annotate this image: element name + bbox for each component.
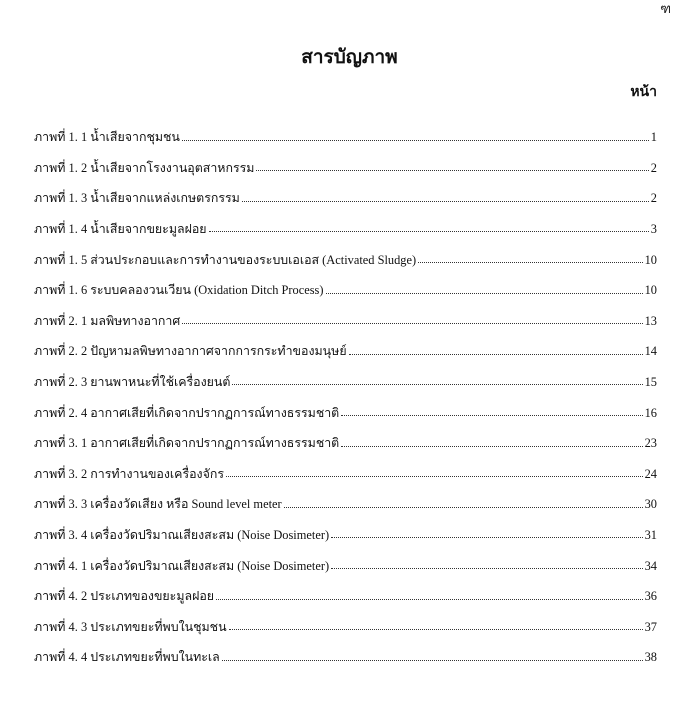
toc-entry-label: ภาพที่ 1. 2 น้ำเสียจากโรงงานอุตสาหกรรม (34, 160, 255, 175)
toc-entry[interactable] (34, 144, 657, 175)
toc-entry-page: 34 (644, 558, 657, 573)
toc-entry-page: 10 (644, 252, 657, 267)
dot-leader (182, 140, 649, 141)
toc-entry-page: 2 (650, 160, 657, 175)
page-column-header: หน้า (630, 85, 657, 100)
toc-entry-page: 38 (644, 650, 657, 665)
dot-leader (182, 323, 642, 324)
toc-entry[interactable] (34, 266, 657, 297)
toc-entry-page: 3 (650, 221, 657, 236)
toc-entry[interactable] (34, 235, 657, 266)
toc-entry-label: ภาพที่ 2. 3 ยานพาหนะที่ใช้เครื่องยนต์ (34, 374, 231, 389)
toc-entry-label: ภาพที่ 4. 1 เครื่องวัดปริมาณเสียงสะสม (Noise Dosimeter) (34, 558, 330, 573)
dot-leader (222, 660, 643, 661)
toc-entry-page: 2 (650, 191, 657, 206)
dot-leader (242, 201, 649, 202)
toc-entry[interactable] (34, 633, 657, 664)
toc-entry[interactable] (34, 358, 657, 389)
toc-entry-label: ภาพที่ 2. 4 อากาศเสียที่เกิดจากปรากฏการณ์ทางธรรมชาติ (34, 405, 340, 420)
dot-leader (341, 446, 642, 447)
toc-entry[interactable] (34, 541, 657, 572)
toc-entry[interactable] (34, 419, 657, 450)
toc-entry[interactable] (34, 450, 657, 481)
dot-leader (229, 629, 643, 630)
toc-entry-page: 10 (644, 283, 657, 298)
toc-entry-label: ภาพที่ 4. 2 ประเภทของขยะมูลฝอย (34, 589, 215, 604)
toc-entry-page: 37 (644, 619, 657, 634)
toc-entry-label: ภาพที่ 1. 4 น้ำเสียจากขยะมูลฝอย (34, 221, 207, 236)
dot-leader (284, 507, 643, 508)
toc-entry-label: ภาพที่ 3. 4 เครื่องวัดปริมาณเสียงสะสม (Noise Dosimeter) (34, 527, 330, 542)
toc-entry-page: 13 (644, 313, 657, 328)
dot-leader (326, 293, 643, 294)
toc-entry[interactable] (34, 572, 657, 603)
toc-entry-page: 30 (644, 497, 657, 512)
toc-entry[interactable] (34, 603, 657, 634)
toc-entry[interactable] (34, 297, 657, 328)
toc-entry-label: ภาพที่ 3. 1 อากาศเสียที่เกิดจากปรากฏการณ์ทางธรรมชาติ (34, 436, 340, 451)
dot-leader (256, 170, 648, 171)
toc-entry-label: ภาพที่ 1. 5 ส่วนประกอบและการทำงานของระบบเอเอส (Activated Sludge) (34, 252, 417, 267)
dot-leader (418, 262, 642, 263)
toc-entry-page: 23 (644, 436, 657, 451)
dot-leader (226, 476, 643, 477)
figure-list (34, 113, 657, 664)
toc-entry[interactable] (34, 327, 657, 358)
dot-leader (209, 231, 649, 232)
toc-entry-label: ภาพที่ 1. 1 น้ำเสียจากชุมชน (34, 130, 180, 145)
toc-entry[interactable] (34, 113, 657, 144)
toc-entry[interactable] (34, 205, 657, 236)
toc-entry-page: 31 (644, 527, 657, 542)
dot-leader (349, 354, 643, 355)
toc-entry-page: 14 (644, 344, 657, 359)
toc-entry[interactable] (34, 388, 657, 419)
toc-entry-label: ภาพที่ 3. 2 การทำงานของเครื่องจักร (34, 466, 225, 481)
toc-entry-label: ภาพที่ 2. 2 ปัญหามลพิษทางอากาศจากการกระทำของมนุษย์ (34, 344, 347, 359)
toc-entry-label: ภาพที่ 3. 3 เครื่องวัดเสียง หรือ Sound level meter (34, 497, 282, 512)
toc-entry-page: 36 (644, 589, 657, 604)
toc-entry[interactable] (34, 174, 657, 205)
toc-entry-label: ภาพที่ 1. 3 น้ำเสียจากแหล่งเกษตรกรรม (34, 191, 240, 206)
toc-entry-label: ภาพที่ 1. 6 ระบบคลองวนเวียน (Oxidation Ditch Process) (34, 283, 324, 298)
dot-leader (331, 537, 643, 538)
toc-entry-page: 24 (644, 466, 657, 481)
dot-leader (232, 384, 642, 385)
page-title: สารบัญภาพ (301, 47, 398, 68)
toc-entry-page: 15 (644, 374, 657, 389)
toc-entry[interactable] (34, 511, 657, 542)
toc-entry-label: ภาพที่ 4. 3 ประเภทขยะที่พบในชุมชน (34, 619, 227, 634)
page-number: ฑ (660, 1, 671, 16)
toc-entry-label: ภาพที่ 2. 1 มลพิษทางอากาศ (34, 313, 181, 328)
dot-leader (216, 599, 643, 600)
toc-entry-page: 16 (644, 405, 657, 420)
toc-entry[interactable] (34, 480, 657, 511)
dot-leader (331, 568, 643, 569)
dot-leader (341, 415, 642, 416)
toc-entry-label: ภาพที่ 4. 4 ประเภทขยะที่พบในทะเล (34, 650, 220, 665)
toc-entry-page: 1 (650, 130, 657, 145)
